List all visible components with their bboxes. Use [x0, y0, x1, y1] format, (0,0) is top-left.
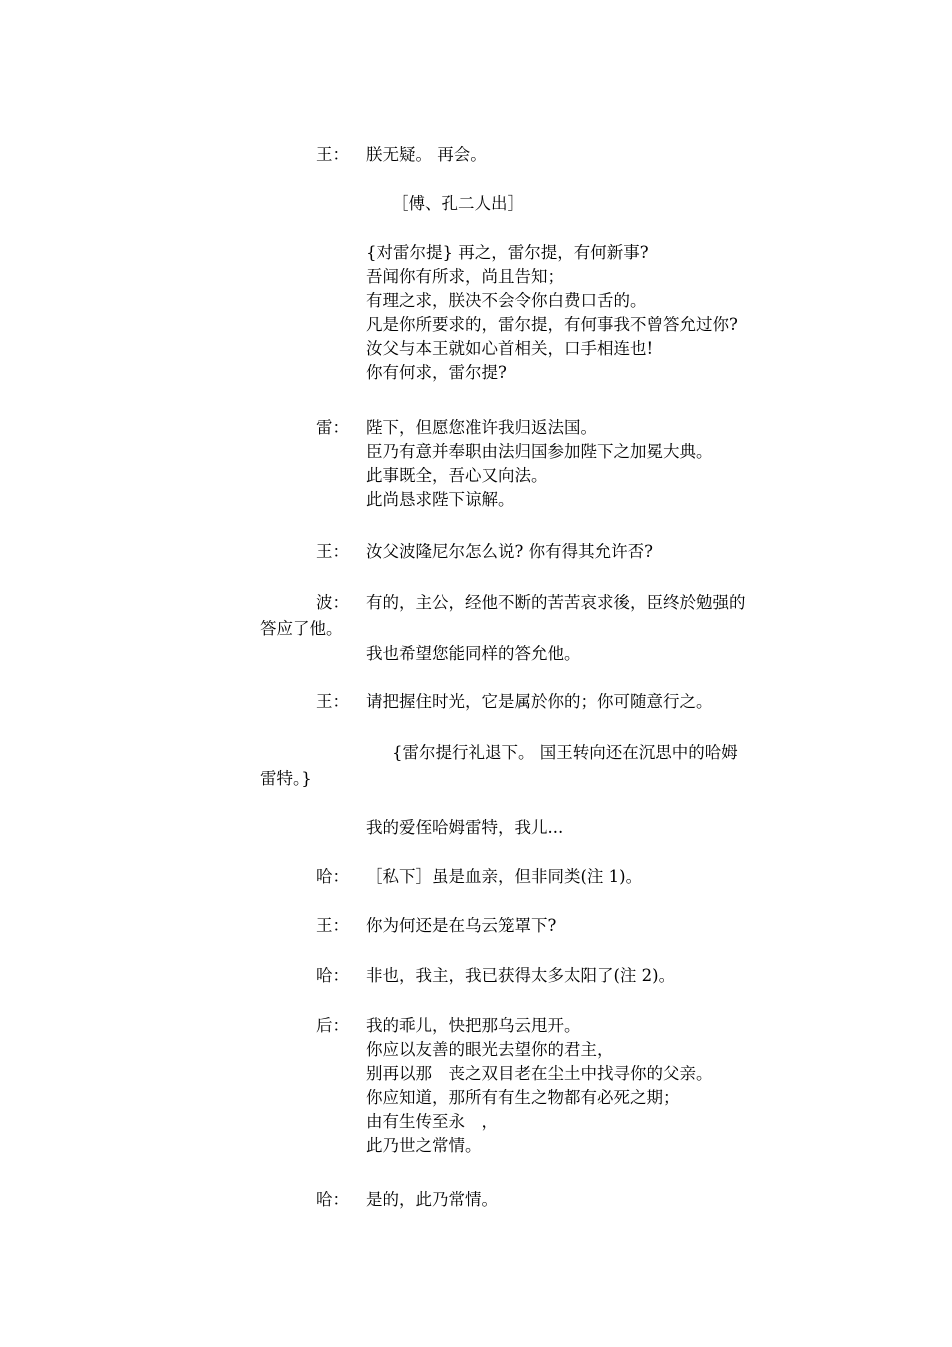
- dialogue-line: 汝父波隆尼尔怎么说? 你有得其允许否?: [366, 542, 653, 561]
- dialogue-line: 此乃世之常情。: [366, 1136, 482, 1155]
- speaker-label: 王：: [316, 542, 349, 561]
- stage-direction-line: {雷尔提行礼退下。 国王转向还在沉思中的哈姆: [392, 743, 738, 762]
- dialogue-line: 你有何求，雷尔提?: [366, 363, 507, 382]
- dialogue-line: 由有生传至永 ，: [366, 1112, 498, 1131]
- dialogue-line: 有的，主公，经他不断的苦苦哀求後，臣终於勉强的: [366, 593, 746, 612]
- speaker-label: 王：: [316, 692, 349, 711]
- stage-direction-line: ［傅、孔二人出］: [392, 194, 524, 213]
- speaker-label: 哈：: [316, 966, 349, 985]
- dialogue-line: 我也希望您能同样的答允他。: [366, 644, 581, 663]
- speaker-label: 王：: [316, 916, 349, 935]
- speaker-label: 哈：: [316, 867, 349, 886]
- speaker-label: 雷：: [316, 418, 349, 437]
- dialogue-line: 朕无疑。 再会。: [366, 145, 487, 164]
- dialogue-line: 别再以那 丧之双目老在尘土中找寻你的父亲。: [366, 1064, 713, 1083]
- dialogue-line: 你为何还是在乌云笼罩下?: [366, 916, 557, 935]
- stage-direction-line: 雷特。}: [260, 769, 312, 788]
- speaker-label: 后：: [316, 1016, 349, 1035]
- speaker-label: 波：: [316, 593, 349, 612]
- dialogue-line: 非也，我主，我已获得太多太阳了(注 2)。: [366, 966, 676, 985]
- dialogue-line: 有理之求，朕决不会令你白费口舌的。: [366, 291, 647, 310]
- dialogue-line: 答应了他。: [260, 619, 343, 638]
- dialogue-line: {对雷尔提} 再之，雷尔提，有何新事?: [366, 243, 649, 262]
- dialogue-line: 此事既全，吾心又向法。: [366, 466, 548, 485]
- dialogue-line: 此尚恳求陛下谅解。: [366, 490, 515, 509]
- dialogue-line: 请把握住时光，它是属於你的；你可随意行之。: [366, 692, 713, 711]
- speaker-label: 哈：: [316, 1190, 349, 1209]
- dialogue-line: 凡是你所要求的，雷尔提，有何事我不曾答允过你?: [366, 315, 738, 334]
- dialogue-line: 吾闻你有所求，尚且告知；: [366, 267, 564, 286]
- dialogue-line: 我的爱侄哈姆雷特，我儿...: [366, 818, 564, 837]
- dialogue-line: 我的乖儿，快把那乌云甩开。: [366, 1016, 581, 1035]
- dialogue-line: 你应知道，那所有有生之物都有必死之期；: [366, 1088, 680, 1107]
- dialogue-line: 汝父与本王就如心首相关，口手相连也!: [366, 339, 654, 358]
- speaker-label: 王：: [316, 145, 349, 164]
- dialogue-line: ［私下］虽是血亲，但非同类(注 1)。: [366, 867, 643, 886]
- dialogue-line: 是的，此乃常情。: [366, 1190, 498, 1209]
- dialogue-line: 臣乃有意并奉职由法归国参加陛下之加冕大典。: [366, 442, 713, 461]
- dialogue-line: 陛下，但愿您准许我归返法国。: [366, 418, 597, 437]
- dialogue-line: 你应以友善的眼光去望你的君主，: [366, 1040, 614, 1059]
